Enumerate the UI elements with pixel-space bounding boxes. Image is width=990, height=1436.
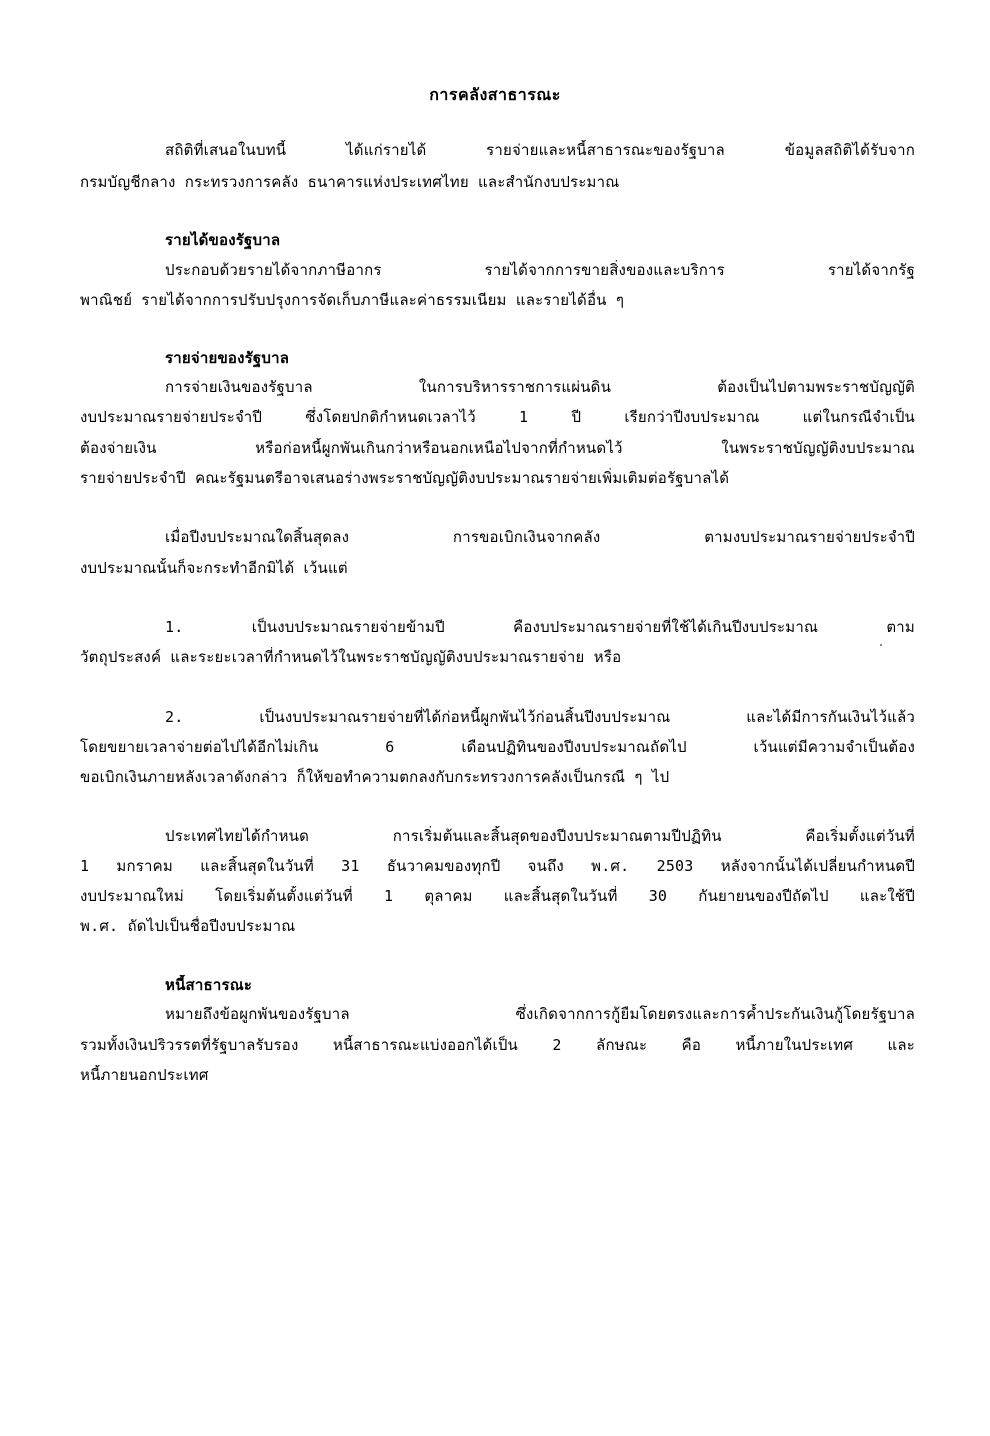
item-1-line-2: วัตถุประสงค์ และระยะเวลาที่กำหนดไว้ในพระราชบัญญัติงบประมาณรายจ่าย หรือ [80, 648, 622, 666]
revenue-line-1: ประกอบด้วยรายได้จากภาษีอากร รายได้จากการขายสิ่งของและบริการ รายได้จากรัฐ [165, 261, 915, 279]
public-debt-line-3: หนี้ภายนอกประเทศ [80, 1066, 209, 1084]
item-2-line-2: โดยขยายเวลาจ่ายต่อไปได้อีกไม่เกิน 6 เดือนปฏิทินของปีงบประมาณถัดไป เว้นแต่มีความจำเป็นต้อง [80, 738, 915, 756]
item-2-line-1: 2. เป็นงบประมาณรายจ่ายที่ได้ก่อหนี้ผูกพันไว้ก่อนสิ้นปีงบประมาณ และได้มีการกันเงินไว้แล้ว [165, 708, 915, 726]
item-2-line-3: ขอเบิกเงินภายหลังเวลาดังกล่าว ก็ให้ขอทำความตกลงกับกระทรวงการคลังเป็นกรณี ๆ ไป [80, 768, 670, 786]
expenditure-line-2: งบประมาณรายจ่ายประจำปี ซึ่งโดยปกติกำหนดเวลาไว้ 1 ปี เรียกว่าปีงบประมาณ แต่ในกรณีจำเป็น [80, 408, 915, 426]
public-debt-heading: หนี้สาธารณะ [165, 976, 253, 994]
revenue-line-2: พาณิชย์ รายได้จากการปรับปรุงการจัดเก็บภาษีและค่าธรรมเนียม และรายได้อื่น ๆ [80, 291, 625, 309]
public-debt-line-2: รวมทั้งเงินปริวรรตที่รัฐบาลรับรอง หนี้สาธารณะแบ่งออกได้เป็น 2 ลักษณะ คือ หนี้ภายในประเทศ และ [80, 1036, 915, 1054]
expenditure-line-3: ต้องจ่ายเงิน หรือก่อหนี้ผูกพันเกินกว่าหรือนอกเหนือไปจากที่กำหนดไว้ ในพระราชบัญญัติงบประมาณ [80, 439, 915, 457]
fiscal-end-line-2: งบประมาณนั้นก็จะกระทำอีกมิได้ เว้นแต่ [80, 559, 348, 577]
page-title: การคลังสาธารณะ [429, 85, 561, 104]
fiscal-end-line-1: เมื่อปีงบประมาณใดสิ้นสุดลง การขอเบิกเงินจากคลัง ตามงบประมาณรายจ่ายประจำปี [165, 528, 915, 546]
public-debt-line-1: หมายถึงข้อผูกพันของรัฐบาล ซึ่งเกิดจากการกู้ยืมโดยตรงและการค้ำประกันเงินกู้โดยรัฐบาล [165, 1005, 915, 1023]
intro-line-1: สถิติที่เสนอในบทนี้ ได้แก่รายได้ รายจ่ายและหนี้สาธารณะของรัฐบาล ข้อมูลสถิติได้รับจาก [165, 141, 915, 159]
fiscal-year-line-4: พ.ศ. ถัดไปเป็นชื่อปีงบประมาณ [80, 917, 296, 935]
expenditure-heading: รายจ่ายของรัฐบาล [165, 349, 290, 367]
fiscal-year-line-2: 1 มกราคม และสิ้นสุดในวันที่ 31 ธันวาคมของทุกปี จนถึง พ.ศ. 2503 หลังจากนั้นได้เปลี่ยนกำหนดปี [80, 857, 915, 875]
fiscal-year-line-3: งบประมาณใหม่ โดยเริ่มต้นตั้งแต่วันที่ 1 ตุลาคม และสิ้นสุดในวันที่ 30 กันยายนของปีถัดไป และใช้ปี [80, 887, 915, 905]
fiscal-year-line-1: ประเทศไทยได้กำหนด การเริ่มต้นและสิ้นสุดของปีงบประมาณตามปีปฏิทิน คือเริ่มตั้งแต่วันที่ [165, 827, 915, 845]
revenue-heading: รายได้ของรัฐบาล [165, 231, 281, 249]
item-1-line-1: 1. เป็นงบประมาณรายจ่ายข้ามปี คืองบประมาณรายจ่ายที่ใช้ได้เกินปีงบประมาณ ตาม [165, 618, 915, 636]
scan-speck [880, 644, 882, 646]
expenditure-line-1: การจ่ายเงินของรัฐบาล ในการบริหารราชการแผ่นดิน ต้องเป็นไปตามพระราชบัญญัติ [165, 378, 915, 396]
expenditure-line-4: รายจ่ายประจำปี คณะรัฐมนตรีอาจเสนอร่างพระราชบัญญัติงบประมาณรายจ่ายเพิ่มเติมต่อรัฐบาลได้ [80, 469, 730, 487]
intro-line-2: กรมบัญชีกลาง กระทรวงการคลัง ธนาคารแห่งประเทศไทย และสำนักงบประมาณ [80, 173, 620, 191]
